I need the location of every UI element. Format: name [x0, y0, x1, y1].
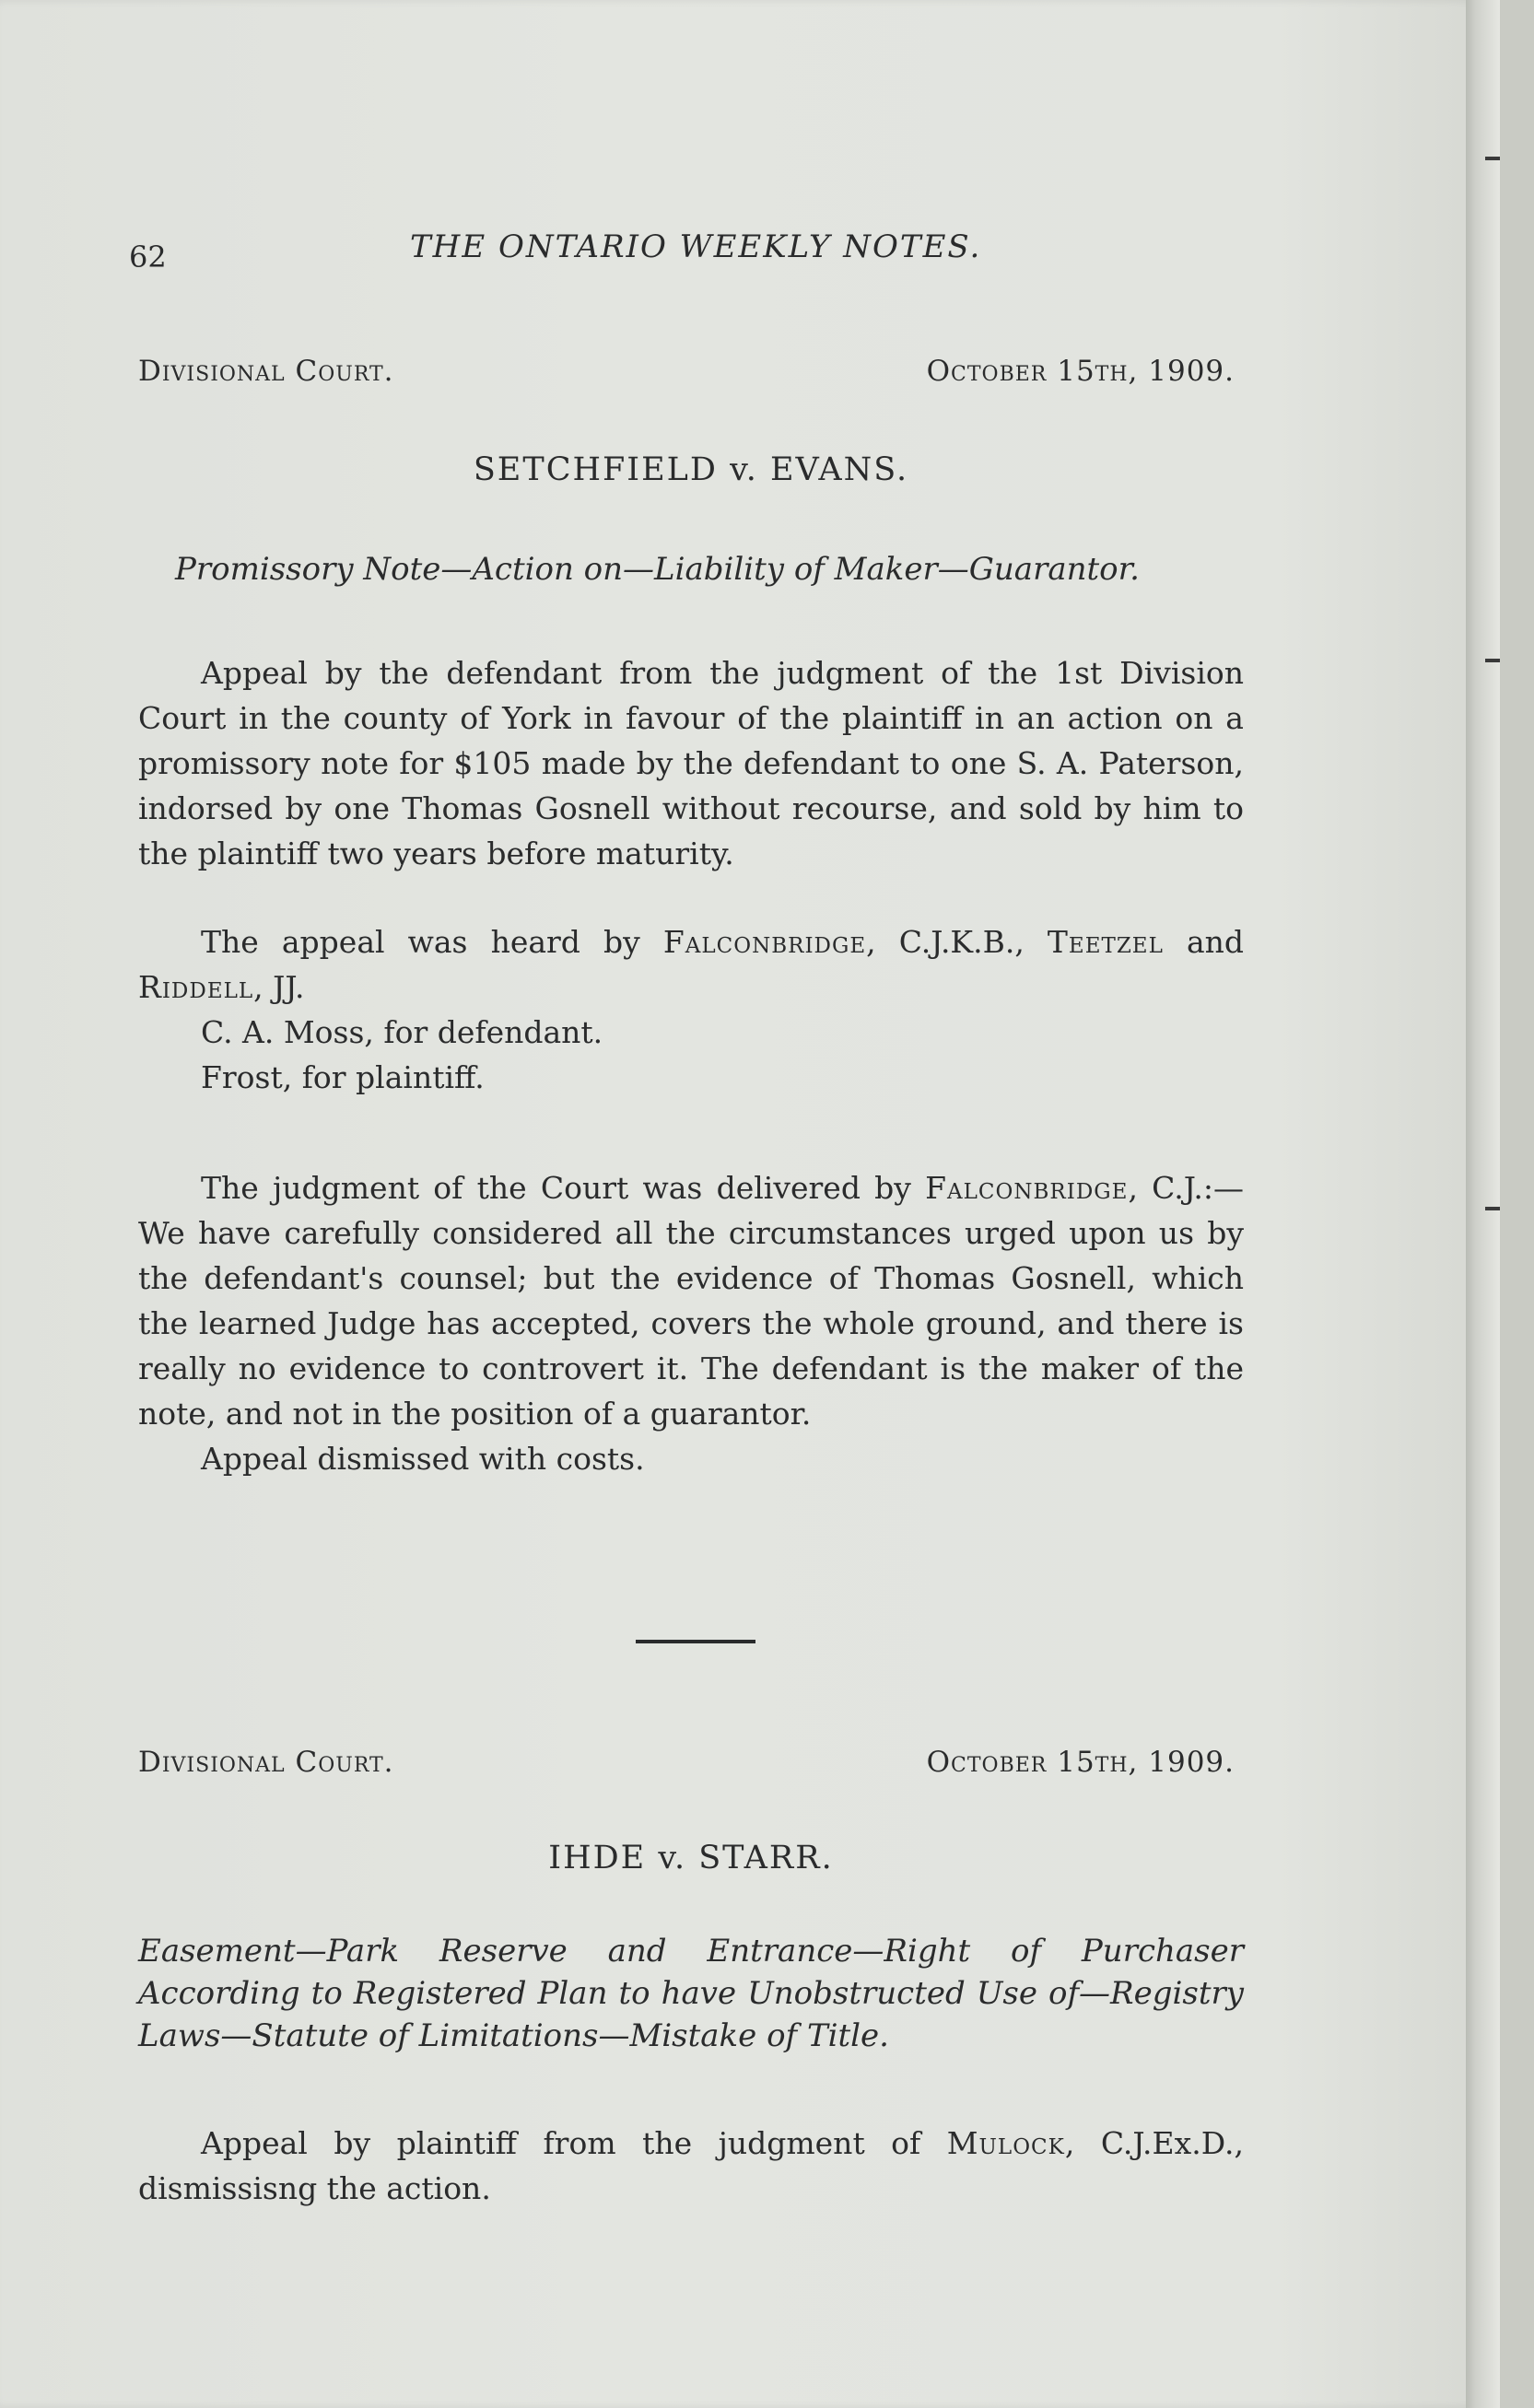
case1-court: Divisional Court.: [138, 355, 394, 388]
case2-date: October 15th, 1909.: [926, 1746, 1235, 1779]
appeal-prefix: Appeal by plaintiff from the judgment of: [201, 2125, 947, 2161]
running-head: [129, 228, 1244, 275]
case1-date: October 15th, 1909.: [926, 355, 1235, 388]
appeal-suffix: , C.J.Ex.D., dismissisng the action.: [138, 2125, 1244, 2206]
edge-mark: [1485, 659, 1500, 662]
section-divider: [636, 1640, 755, 1643]
case2-title: IHDE v. STARR.: [548, 1840, 834, 1876]
page-number: 62: [129, 240, 167, 275]
case1-judgment: [138, 1165, 1244, 1481]
case1-heard: [138, 919, 1244, 1100]
case1-court-row: [138, 355, 1244, 395]
case2-appeal: [138, 2121, 1244, 2211]
judgment-paragraph: [138, 1165, 1244, 1436]
case1-title: SETCHFIELD v. EVANS.: [473, 451, 909, 488]
case2-headnote: Easement—Park Reserve and Entrance—Right of Purchaser According to Registered Plan to have Unobstructed Use of—Registry Laws—Statute of Limitations—Mistake of Title.: [138, 1933, 1244, 2054]
heard-mid1: , C.J.K.B.,: [866, 924, 1048, 960]
page-edge: [1466, 0, 1500, 2408]
case1-heard-paragraph: [138, 919, 1244, 1010]
heard-mid2: and: [1163, 924, 1245, 960]
case2-court-row: [138, 1746, 1244, 1786]
judge-riddell: Riddell: [138, 969, 254, 1005]
judge-falconbridge: Falconbridge: [662, 924, 867, 960]
judgment-text: , C.J.:—We have carefully considered all the circumstances urged upon us by the defendant's counsel; but the evidence of Thomas Gosnell, which the learned Judge has accepted, covers the whole ground, and there is really no evidence to controvert it. The defendant is the maker of the note, and not in the position of a guarantor.: [138, 1170, 1244, 1432]
appeal-judge: Mulock: [946, 2125, 1065, 2161]
case1-appeal-paragraph: Appeal by the defendant from the judgment of the 1st Division Court in the county of York in favour of the plaintiff in an action on a promissory note for $105 made by the defendant to one S. A. Paterson, indorsed by one Thomas Gosnell without recourse, and sold by him to the plaintiff two years before maturity.: [138, 655, 1244, 871]
edge-mark: [1485, 1207, 1500, 1210]
counsel-defendant: C. A. Moss, for defendant.: [201, 1014, 603, 1050]
case1-para1: [138, 650, 1244, 876]
case2-court: Divisional Court.: [138, 1746, 394, 1779]
counsel-plaintiff: Frost, for plaintiff.: [201, 1059, 485, 1095]
case2-appeal-paragraph: [138, 2121, 1244, 2211]
heard-suffix: , JJ.: [253, 969, 305, 1005]
case1-headnote: Promissory Note—Action on—Liability of Maker—Guarantor.: [175, 551, 1140, 588]
judgment-judge: Falconbridge: [925, 1170, 1129, 1206]
edge-mark: [1485, 157, 1500, 160]
judgment-prefix: The judgment of the Court was delivered by: [201, 1170, 926, 1206]
disposition: Appeal dismissed with costs.: [201, 1441, 645, 1477]
journal-title: THE ONTARIO WEEKLY NOTES.: [410, 228, 982, 265]
judge-teetzel: Teetzel: [1047, 924, 1164, 960]
heard-prefix: The appeal was heard by: [201, 924, 663, 960]
